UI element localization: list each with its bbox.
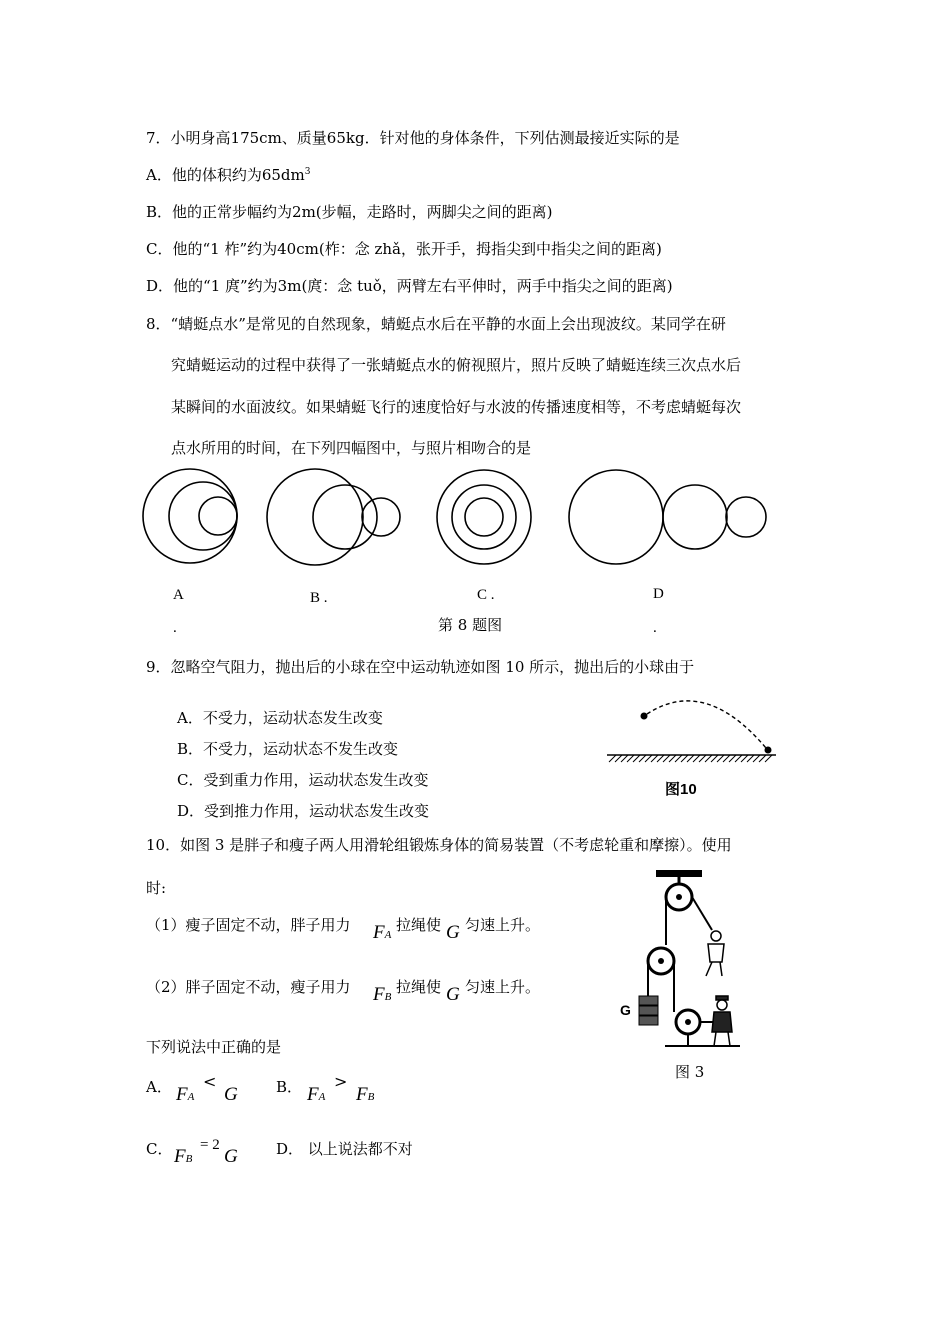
q10-case1-mid: 拉绳使: [396, 916, 442, 934]
ripple-c-large: [437, 470, 531, 564]
ripple-b-large: [267, 469, 363, 565]
ripple-a-medium: [169, 482, 237, 550]
q7-option-a-exponent: 3: [304, 167, 311, 177]
q10-weight-label: G: [620, 1002, 631, 1018]
q10-prompt: 下列说法中正确的是: [146, 1038, 282, 1056]
q8-figure-caption: 第 8 题图: [438, 616, 503, 634]
q10-option-c-label: C．: [146, 1140, 173, 1158]
q7-stem: 7．小明身高175cm、质量65kg．针对他的身体条件，下列估测最接近实际的是: [146, 129, 680, 147]
trajectory-path: [647, 701, 766, 748]
q10-option-b-gt: >: [334, 1072, 348, 1091]
q10-option-b-label: B．: [276, 1078, 303, 1096]
skinny-person-icon: [706, 931, 724, 976]
q10-option-a-lt: <: [203, 1072, 217, 1091]
q9-option-b: B．不受力，运动状态不发生改变: [177, 740, 399, 758]
q10-pulley-figure: [615, 866, 745, 1066]
ball-end: [765, 747, 772, 754]
q9-option-d: D．受到推力作用，运动状态发生改变: [177, 802, 430, 820]
q10-option-c-g: G: [224, 1146, 238, 1167]
fat-person-icon: [712, 996, 732, 1046]
ripple-b-small: [362, 498, 400, 536]
q7-option-b: B．他的正常步幅约为2m(步幅，走路时，两脚尖之间的距离): [146, 203, 553, 221]
q10-option-a-label: A．: [146, 1078, 172, 1096]
ripple-d-medium: [663, 485, 727, 549]
q8-stem-line3: 某瞬间的水面波纹。如果蜻蜓飞行的速度恰好与水波的传播速度相等，不考虑蜻蜓每次: [171, 398, 742, 416]
q10-case1-pre: （1）瘦子固定不动，胖子用力: [146, 916, 351, 934]
ball-start: [641, 713, 648, 720]
q10-case2-g: G: [446, 984, 460, 1005]
q10-option-c-eq: = 2: [200, 1137, 220, 1153]
q8-label-d-dot: .: [653, 620, 657, 636]
weight-block-2: [639, 1006, 658, 1015]
q8-stem-line4: 点水所用的时间，在下列四幅图中，与照片相吻合的是: [171, 439, 532, 457]
q8-stem-line2: 究蜻蜓运动的过程中获得了一张蜻蜓点水的俯视照片，照片反映了蜻蜓连续三次点水后: [171, 356, 742, 374]
q8-label-a: A: [173, 587, 184, 603]
q10-option-a-fa: FA: [176, 1084, 195, 1105]
q10-case1: [146, 914, 351, 935]
q10-option-b-fa: FA: [307, 1084, 326, 1105]
q8-label-c: C .: [477, 587, 495, 603]
ripple-d-small: [726, 497, 766, 537]
q10-option-c-fb: FB: [174, 1146, 193, 1167]
q9-trajectory-figure: [600, 700, 780, 770]
q10-case1-fa: FA: [373, 922, 392, 943]
q8-figure-ripples: [0, 460, 950, 590]
q10-stem-cont: 时:: [146, 879, 167, 897]
q10-option-d: D． 以上说法都不对: [276, 1140, 413, 1158]
q7-option-a-text: A．他的体积约为65dm: [146, 166, 305, 184]
ripple-b-medium: [313, 485, 377, 549]
ripple-c-medium: [452, 485, 516, 549]
weight-block-3: [639, 1016, 658, 1025]
q9-figure-caption: 图10: [665, 781, 697, 798]
q7-option-c: C．他的“1 柞”约为40cm(柞：念 zhǎ，张开手，拇指尖到中指尖之间的距离): [146, 240, 662, 258]
q9-option-c: C．受到重力作用，运动状态发生改变: [177, 771, 429, 789]
q8-label-b: B .: [310, 590, 328, 606]
q8-stem-line1: 8．“蜻蜓点水”是常见的自然现象，蜻蜓点水后在平静的水面上会出现波纹。某同学在研: [146, 315, 726, 333]
ground-hatch: [609, 755, 772, 762]
ripple-a-small: [199, 497, 237, 535]
q8-label-d: D: [653, 586, 664, 602]
q7-option-a: [146, 164, 310, 185]
q10-figure-caption: 图 3: [675, 1063, 705, 1081]
q8-label-a-dot: .: [173, 620, 177, 636]
q10-case2-post: 匀速上升。: [465, 978, 541, 996]
q10-option-b-fb: FB: [356, 1084, 375, 1105]
q10-case2-fb: FB: [373, 984, 392, 1005]
q9-option-a: A．不受力，运动状态发生改变: [177, 709, 383, 727]
weight-block-1: [639, 996, 658, 1005]
q10-case1-post: 匀速上升。: [465, 916, 541, 934]
q10-case2-mid: 拉绳使: [396, 978, 442, 996]
ripple-c-small: [465, 498, 503, 536]
q10-case2-pre: （2）胖子固定不动，瘦子用力: [146, 978, 351, 996]
q10-option-a-g: G: [224, 1084, 238, 1105]
q10-case1-g: G: [446, 922, 460, 943]
q7-option-d: D．他的“1 庹”约为3m(庹：念 tuǒ，两臂左右平伸时，两手中指尖之间的距离): [146, 277, 673, 295]
ceiling-beam: [656, 870, 702, 877]
ripple-d-large: [569, 470, 663, 564]
q10-stem: 10．如图 3 是胖子和瘦子两人用滑轮组锻炼身体的简易装置（不考虑轮重和摩擦）。使用: [146, 836, 732, 854]
q9-stem: 9．忽略空气阻力，抛出后的小球在空中运动轨迹如图 10 所示，抛出后的小球由于: [146, 658, 695, 676]
ripple-a-large: [143, 469, 237, 563]
